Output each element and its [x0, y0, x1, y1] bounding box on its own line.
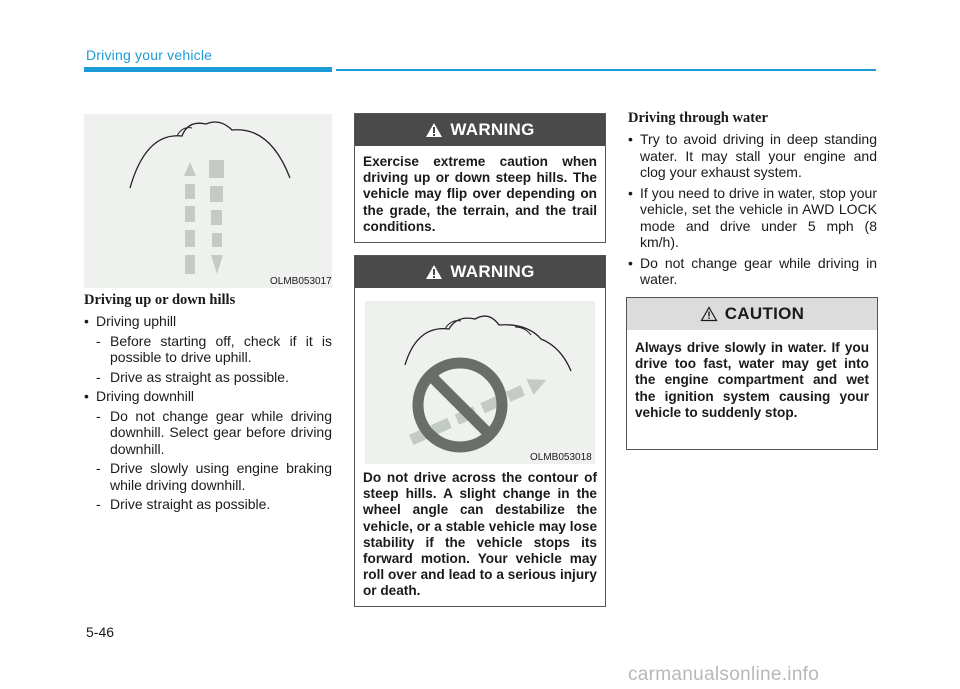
watermark: carmanualsonline.info — [628, 664, 820, 685]
warning-box-contour — [354, 255, 606, 607]
uphill-item: - Before starting off, check if it is possible to drive uphill. — [84, 333, 332, 366]
contour-prohibited-illustration — [365, 301, 595, 464]
downhill-item: - Drive slowly using engine braking while driving downhill. — [84, 460, 332, 493]
warning-box-steep-hills — [354, 113, 606, 243]
downhill-item: - Do not change gear while driving downhill. Select gear before driving downhill. — [84, 408, 332, 458]
uphill-label: • Driving uphill — [84, 313, 332, 330]
warning-header — [355, 256, 605, 288]
warning-text: Exercise extreme caution when driving up or down steep hills. The vehicle may flip over depending on the grade, the terrain, and the trail conditions. — [363, 154, 597, 234]
header-rule-thin — [336, 69, 876, 71]
figure-code: OLMB053017 — [270, 276, 332, 287]
header-rule-thick — [84, 67, 332, 72]
caution-label: CAUTION — [724, 304, 805, 323]
warning-label: WARNING — [450, 120, 535, 139]
warning-label: WARNING — [450, 262, 535, 281]
water-item: • Do not change gear while driving in water. — [628, 255, 877, 288]
uphill-item: - Drive as straight as possible. — [84, 369, 332, 386]
warning-triangle-icon — [425, 122, 443, 138]
prohibition-graphic — [365, 301, 595, 464]
water-item: • Try to avoid driving in deep standing water. It may stall your engine and clog your exhaust system. — [628, 131, 877, 181]
section-title: Driving your vehicle — [86, 47, 213, 63]
caution-box-water — [626, 297, 878, 450]
caution-text: Always drive slowly in water. If you drive too fast, water may get into the engine compartment and wet the ignition system causing your vehicle to suddenly stop. — [635, 340, 869, 420]
warning-header — [355, 114, 605, 146]
hill-illustration — [84, 114, 332, 288]
downhill-label: • Driving downhill — [84, 388, 332, 405]
hills-heading: Driving up or down hills — [84, 292, 236, 308]
hills-instructions — [84, 313, 332, 516]
warning-text: Do not drive across the contour of steep hills. A slight change in the wheel angle can destabilize the vehicle, or a stable vehicle may lose stability if the vehicle stops its forward motion. Your vehicle may roll over and lead to a serious injury or death. — [363, 470, 597, 599]
hill-arrows-graphic — [84, 114, 332, 288]
water-instructions — [628, 131, 877, 292]
caution-triangle-icon — [700, 306, 718, 322]
caution-header — [627, 298, 877, 330]
water-item: • If you need to drive in water, stop your vehicle, set the vehicle in AWD LOCK mode and drive under 5 mph (8 km/h). — [628, 185, 877, 251]
figure-code: OLMB053018 — [530, 452, 592, 463]
water-heading: Driving through water — [628, 110, 768, 126]
warning-triangle-icon — [425, 264, 443, 280]
page-number: 5-46 — [86, 624, 115, 640]
downhill-item: - Drive straight as possible. — [84, 496, 332, 513]
